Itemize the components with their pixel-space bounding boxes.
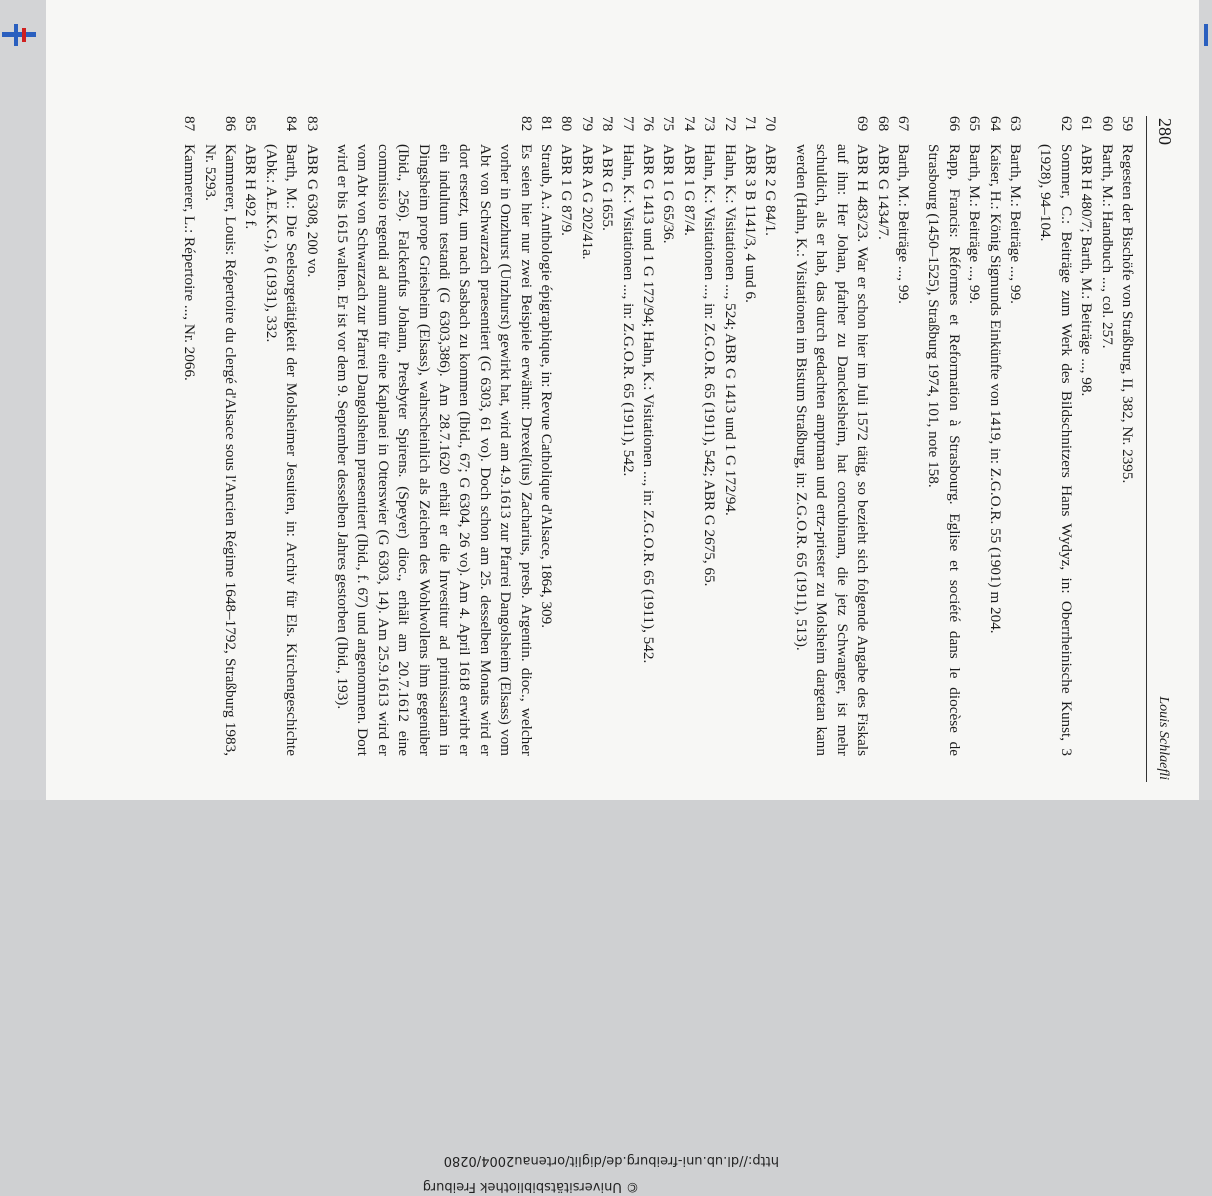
footnote-text: Es seien hier nur zwei Beispiele erwähnt: Drexel(ius) Zacharius, presb. Argentin. dioc., welcher vorher in Onzhurst (Unzhurst) gewirkt hat, wird am 4.9.1613 zur Pfarrei Dangolsheim (Elsass) vom Abt von Schwarzach praesentiert (G 6303, 61 vo). Doch schon am 25. desselben Monats wird er dort ersetzt, um nach Sasbach zu kommen (Ibid., 67; G 6304, 26 vo). Am 4. April 1618 erwirbt er ein indultum testandi (G 6303,386). Am 28.7.1620 erhält er die Investitur ad primissariam in Dingsheim prope Griesheim (Elsass), wahrscheinlich als Zeichen des Wohlwollens ihm gegenüber (Ibid., 256). Falckenfus Johann, Presbyter Spirens. (Speyer) dioc., erhält am 20.7.1612 eine commissio regendi ad annum für eine Kaplanei in Otterswier (G 6303, 14). Am 25.9.1613 wird er vom Abt von Schwarzach zur Pfarrei Dangolsheim praesentiert (Ibid., f. 67) und angenommen. Dort wird er bis 1615 walten. Er ist vor dem 9. September desselben Jahres gestorben (Ibid., 193).	[333, 144, 535, 756]
footnote-number: 86	[221, 116, 239, 132]
footnote-text: Barth, M.: Beiträge ..., 99.	[894, 144, 912, 304]
footnote-number: 79	[578, 116, 596, 132]
footnote-66	[923, 116, 964, 756]
footnote-gap	[1025, 116, 1035, 756]
footnote-74	[678, 116, 698, 756]
footnote-text: Hahn, K.: Visitationen ..., in: Z.G.O.R. 65 (1911), 542; ABR G 2675, 65.	[701, 144, 719, 587]
footnote-number: 77	[619, 116, 637, 132]
footnote-text: Kammerer, Louis: Répertoire du clergé d'Alsace sous l'Ancien Régime 1648–1792, Straßburg 1983, Nr. 5293.	[201, 144, 239, 756]
footnote-73	[699, 116, 719, 756]
footnote-69	[791, 116, 873, 756]
footnote-text: ABR A G 202/41a.	[578, 144, 596, 260]
footnote-76	[638, 116, 658, 756]
footnote-68	[872, 116, 892, 756]
library-logo-fragment-icon	[1202, 24, 1210, 46]
footnote-text: Barth, M.: Beiträge ..., 99.	[1006, 144, 1024, 304]
copyright-line: © Universitätsbibliothek Freiburg	[422, 1179, 639, 1194]
footnote-text: ABR G 1413 und 1 G 172/94; Hahn, K.: Visitationen ..., in: Z.G.O.R. 65 (1911), 542.	[640, 144, 658, 664]
footnote-85	[240, 116, 260, 756]
footnote-81	[536, 116, 556, 756]
footnote-number: 75	[660, 116, 678, 132]
library-logo-icon	[2, 24, 36, 46]
footnote-72	[719, 116, 739, 756]
footnote-gap	[322, 116, 332, 756]
footnote-number: 71	[742, 116, 760, 132]
footnote-text: Barth, M.: Handbuch ..., col. 257.	[1098, 144, 1116, 349]
footnote-59	[1117, 116, 1137, 756]
footnote-83	[301, 116, 321, 756]
footnote-71	[740, 116, 760, 756]
footnote-number: 84	[283, 116, 301, 132]
footnote-number: 62	[1057, 116, 1075, 132]
page-content	[46, 0, 1199, 1194]
footnote-text: Regesten der Bischöfe von Straßburg, II, 382, Nr. 2395.	[1119, 144, 1136, 484]
footnote-60	[1096, 116, 1116, 756]
footnote-text: ABR G 1434/7.	[874, 144, 892, 240]
footnote-text: ABR 2 G 84/1.	[762, 144, 780, 236]
footnote-text: Hahn, K.: Visitationen ..., 524; ABR G 1413 und 1 G 172/94.	[721, 144, 739, 516]
header-rule	[1146, 116, 1147, 782]
footnote-number: 87	[181, 116, 199, 132]
footnote-61	[1076, 116, 1096, 756]
page-number: 280	[1155, 118, 1175, 145]
footnote-62	[1035, 116, 1076, 756]
right-margin-strip	[1199, 0, 1212, 800]
footnote-text: Straub, A.: Anthologie épigraphique, in: Revue Catholique d'Alsace, 1864, 309.	[538, 144, 556, 629]
footnote-84	[260, 116, 301, 756]
footnote-list	[179, 116, 1137, 756]
footnote-number: 76	[640, 116, 658, 132]
footnote-text: Hahn, K.: Visitationen ..., in: Z.G.O.R. 65 (1911), 542.	[619, 144, 637, 477]
scanned-page	[46, 0, 1199, 1194]
footnote-number: 73	[701, 116, 719, 132]
footnote-text: A BR G 1655.	[599, 144, 617, 231]
footnote-number: 63	[1006, 116, 1024, 132]
footnote-text: Barth, M.: Die Seelsorgetätigkeit der Molsheimer Jesuiten, in: Archiv für Els. Kirchengeschichte (Abk.: A.E.K.G.), 6 (1931), 332.	[262, 144, 301, 756]
footnote-text: Sommer, C.: Beiträge zum Werk des Bildschnitzers Hans Wydyz, in: Oberrheinische Kunst, 3 (1928), 94–104.	[1037, 144, 1075, 756]
footnote-number: 81	[538, 116, 556, 132]
footnote-text: Kaiser, H.: König Sigmunds Einkünfte von 1419, in: Z.G.O.R. 55 (1901) m 204.	[986, 144, 1004, 634]
source-url: http://dl.ub.uni-freiburg.de/diglit/ortenau2004/0280	[443, 1153, 779, 1168]
footnote-number: 80	[558, 116, 576, 132]
footnote-text: ABR H 480/7; Barth, M.: Beiträge ..., 98.	[1078, 144, 1096, 397]
footnote-text: Barth, M.: Beiträge ..., 99.	[966, 144, 984, 304]
footnote-number: 59	[1119, 116, 1136, 132]
footnote-number: 70	[762, 116, 780, 132]
footnote-63	[1005, 116, 1025, 756]
footnote-number: 78	[599, 116, 617, 132]
footnote-number: 61	[1078, 116, 1096, 132]
footnote-number: 68	[874, 116, 892, 132]
footnote-75	[658, 116, 678, 756]
running-header-author: Louis Schlaefli	[1156, 696, 1171, 780]
footnote-gap	[913, 116, 923, 756]
footnote-number: 64	[986, 116, 1004, 132]
footnote-number: 83	[303, 116, 321, 132]
footnote-number: 60	[1098, 116, 1116, 132]
footnote-gap	[781, 116, 791, 756]
footnote-text: ABR 1 G 65/36.	[660, 144, 678, 244]
footnote-text: ABR 1 G 87/9.	[558, 144, 576, 236]
footnote-text: ABR H 492 f.	[242, 144, 260, 230]
footnote-number: 69	[854, 116, 872, 132]
footnote-number: 67	[894, 116, 912, 132]
footnote-79	[576, 116, 596, 756]
footnote-number: 85	[242, 116, 260, 132]
footnote-64	[984, 116, 1004, 756]
footnote-80	[556, 116, 576, 756]
footnote-86	[199, 116, 240, 756]
footnote-text: ABR H 483/23. War er schon hier im Juli 1572 tätig, so bezieht sich folgende Angabe des Fiskals auf ihn: Her Johan, pfarher zu Danckelsheim, hat concubinam, die jetz Schwanger, ist mehr schuldich, als er hab, das durch gedachten amptman und ertz-priester zu Molsheim dargetan kann werden (Hahn, K.: Visitationen im Bistum Straßburg, in: Z.G.O.R. 65 (1911), 513).	[792, 144, 872, 756]
footnote-65	[964, 116, 984, 756]
footnote-number: 66	[945, 116, 963, 132]
footnote-67	[893, 116, 913, 756]
left-margin-strip	[0, 0, 46, 800]
footnote-82	[332, 116, 536, 756]
footnote-text: ABR 3 B 1141/3, 4 und 6.	[742, 144, 760, 303]
footnote-70	[760, 116, 780, 756]
footnote-text: ABR G 6308, 200 vo.	[303, 144, 321, 278]
footnote-87	[179, 116, 199, 756]
footnote-number: 74	[680, 116, 698, 132]
footnote-number: 65	[966, 116, 984, 132]
footnote-78	[597, 116, 617, 756]
footnote-text: ABR 1 G 87/4.	[680, 144, 698, 236]
footnote-number: 82	[517, 116, 535, 132]
footnote-text: Rapp, Francis: Réformes et Reformation à Strasbourg. Eglise et société dans le diocèse de Strasbourg (1450–1525), Straßburg 1974, 101, note 158.	[925, 144, 963, 756]
footnote-77	[617, 116, 637, 756]
footnote-text: Kammerer, L.: Répertoire ..., Nr. 2066.	[181, 144, 199, 381]
footnote-number: 72	[721, 116, 739, 132]
